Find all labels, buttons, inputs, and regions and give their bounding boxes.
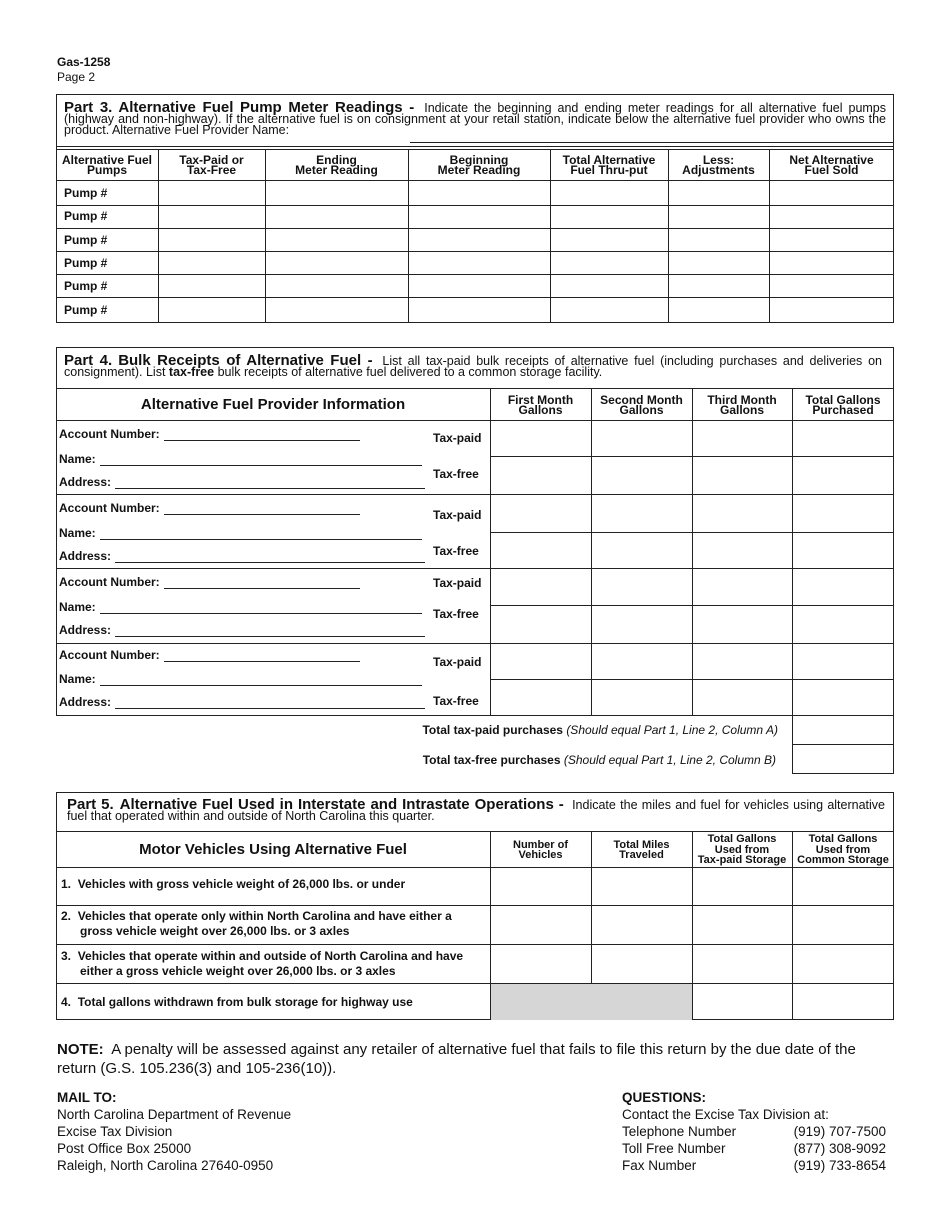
part5-section [56, 792, 894, 1020]
tax-free-label: Tax-free [433, 544, 479, 558]
part3-header [64, 99, 887, 137]
p4-col-second-month: Second Month Gallons [600, 392, 683, 417]
address-field[interactable]: Address: [59, 623, 425, 637]
p3-row-pump: Pump # [64, 256, 108, 270]
tax-paid-label: Tax-paid [433, 576, 482, 590]
address-field[interactable]: Address: [59, 475, 425, 489]
p3-col-net: Net Alternative Fuel Sold [789, 152, 874, 177]
questions-block: QUESTIONS: Contact the Excise Tax Division at: Telephone Number (919) 707-7500 Toll Free Number (877) 308-9092 Fax Number (919) 733-8654 [622, 1090, 886, 1173]
address-field[interactable]: Address: [59, 549, 425, 563]
provider-name-field[interactable] [410, 140, 894, 143]
p5-row-header: Motor Vehicles Using Alternative Fuel [139, 840, 407, 858]
part5-description: Indicate the miles and fuel for vehicles using alternative fuel that operated within and outside of North Carolina this quarter. [67, 798, 885, 823]
account-number-field[interactable]: Account Number: [59, 427, 360, 441]
tax-paid-label: Tax-paid [433, 655, 482, 669]
p3-row-pump: Pump # [64, 233, 108, 247]
name-field[interactable]: Name: [59, 600, 422, 614]
tax-paid-label: Tax-paid [433, 508, 482, 522]
total-tax-paid-label: Total tax-paid purchases (Should equal Part 1, Line 2, Column A) [422, 723, 778, 737]
total-tax-paid-box[interactable] [792, 716, 894, 745]
mail-to-block: MAIL TO: North Carolina Department of Revenue Excise Tax Division Post Office Box 25000 Raleigh, North Carolina 27640-0950 [57, 1090, 292, 1173]
part3-label: Part 3. [64, 99, 113, 116]
tax-paid-label: Tax-paid [433, 431, 482, 445]
p3-row-pump: Pump # [64, 303, 108, 317]
p5-col-vehicles: Number of Vehicles [513, 838, 568, 861]
total-tax-free-box[interactable] [792, 745, 894, 774]
p3-row-pump: Pump # [64, 186, 108, 200]
p4-col-first-month: First Month Gallons [507, 392, 574, 417]
part5-label: Part 5. [67, 796, 114, 813]
address-field[interactable]: Address: [59, 695, 425, 709]
part4-description: List all tax-paid bulk receipts of alternative fuel (including purchases and deliveries on consignment). List tax-free bulk receipts of alternative fuel delivered to a common storage facility. [64, 354, 883, 379]
p3-col-thruput: Total Alternative Fuel Thru-put [562, 152, 656, 177]
p5-row-4: 4. Total gallons withdrawn from bulk storage for highway use [61, 995, 413, 1009]
p5-col-taxpaid-storage: Total Gallons Used from Tax-paid Storage [697, 833, 787, 867]
account-number-field[interactable]: Account Number: [59, 648, 360, 662]
p5-row-2: 2. Vehicles that operate only within North Carolina and have either a gross vehicle weight over 26,000 lbs. or 3 axles [61, 909, 452, 938]
page-number: Page 2 [57, 70, 96, 84]
p3-col-adjustments: Less: Adjustments [682, 152, 755, 177]
tax-free-label: Tax-free [433, 467, 479, 481]
tax-free-label: Tax-free [433, 694, 479, 708]
tax-free-label: Tax-free [433, 607, 479, 621]
shaded-cell [490, 983, 692, 1020]
part3-title: Alternative Fuel Pump Meter Readings - [118, 99, 415, 116]
part5-title: Alternative Fuel Used in Interstate and Intrastate Operations - [119, 796, 564, 813]
part5-header [67, 796, 885, 823]
p4-col-total-purchased: Total Gallons Purchased [805, 392, 881, 417]
name-field[interactable]: Name: [59, 526, 422, 540]
part4-header [64, 352, 883, 379]
form-id: Gas-1258 [57, 55, 111, 69]
p3-col-pumps: Alternative Fuel Pumps [61, 152, 153, 177]
account-number-field[interactable]: Account Number: [59, 575, 360, 589]
part3-description: Indicate the beginning and ending meter readings for all alternative fuel pumps (highway and non-highway). If the alternative fuel is on consignment at your retail station, indicate below the alternative fuel provider who owns the product. Alternative Fuel Provider Name: [64, 101, 887, 137]
p3-col-ending: Ending Meter Reading [295, 152, 378, 177]
p3-col-beginning: Beginning Meter Reading [437, 152, 521, 177]
p5-row-1: 1. Vehicles with gross vehicle weight of 26,000 lbs. or under [61, 877, 406, 891]
p4-provider-header: Alternative Fuel Provider Information [140, 395, 406, 413]
p5-col-common-storage: Total Gallons Used from Common Storage [797, 833, 889, 867]
p4-col-third-month: Third Month Gallons [707, 392, 777, 417]
p5-col-miles: Total Miles Traveled [613, 838, 670, 861]
p3-row-pump: Pump # [64, 209, 108, 223]
part4-label: Part 4. [64, 352, 113, 369]
account-number-field[interactable]: Account Number: [59, 501, 360, 515]
penalty-note: NOTE: A penalty will be assessed against any retailer of alternative fuel that fails to file this return by the due date of the return (G.S. 105.236(3) and 105-236(10)). [57, 1041, 856, 1077]
p3-row-pump: Pump # [64, 279, 108, 293]
part4-title: Bulk Receipts of Alternative Fuel - [118, 352, 373, 369]
name-field[interactable]: Name: [59, 672, 422, 686]
total-tax-free-label: Total tax-free purchases (Should equal Part 1, Line 2, Column B) [422, 753, 776, 767]
p3-col-taxpaid: Tax-Paid or Tax-Free [179, 152, 244, 177]
p5-row-3: 3. Vehicles that operate within and outside of North Carolina and have either a gross vehicle weight over 26,000 lbs. or 3 axles [61, 949, 464, 978]
name-field[interactable]: Name: [59, 452, 422, 466]
